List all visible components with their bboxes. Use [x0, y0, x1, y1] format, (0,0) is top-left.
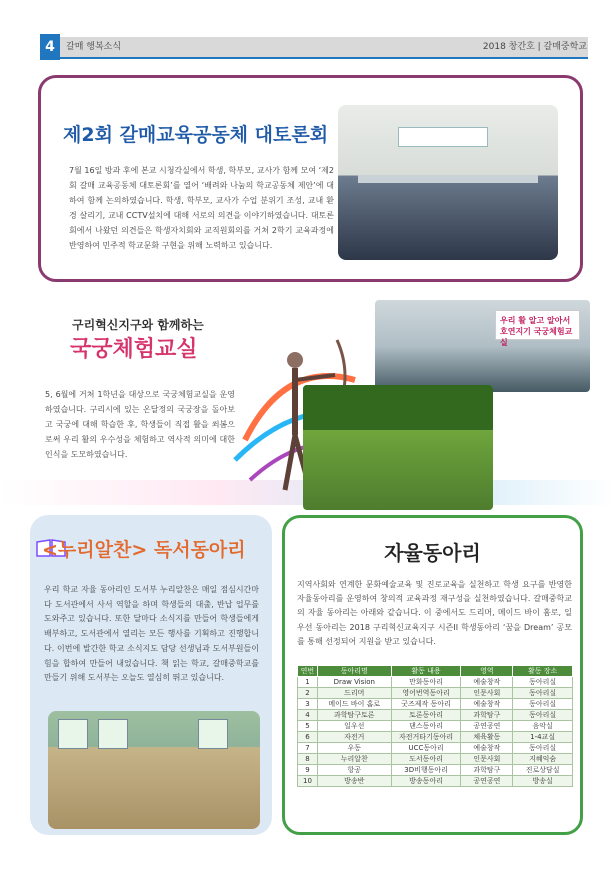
- archery-title: 국궁체험교실: [70, 337, 198, 362]
- table-cell: 10: [298, 776, 318, 787]
- reading-photo: [48, 711, 260, 829]
- table-cell: 방송동아리: [391, 776, 461, 787]
- photo-window: [198, 719, 228, 749]
- table-cell: 굿즈제작 동아리: [391, 699, 461, 710]
- table-row: [298, 688, 573, 699]
- table-cell: Draw Vision: [317, 677, 391, 688]
- table-cell: 항공: [317, 765, 391, 776]
- photo-window: [98, 719, 128, 749]
- photo-window: [58, 719, 88, 749]
- table-row: [298, 776, 573, 787]
- table-cell: 도서동아리: [391, 754, 461, 765]
- table-cell: 일우선: [317, 721, 391, 732]
- table-row: [298, 710, 573, 721]
- table-cell: 과학탐구토론: [317, 710, 391, 721]
- table-cell: 8: [298, 754, 318, 765]
- table-cell: 우동: [317, 743, 391, 754]
- table-cell: 9: [298, 765, 318, 776]
- photo-tables: [358, 175, 538, 183]
- table-cell: 누리알찬: [317, 754, 391, 765]
- table-cell: 동아리실: [513, 677, 573, 688]
- table-cell: 동아리실: [513, 688, 573, 699]
- clubs-title: 자율동아리: [384, 541, 481, 565]
- table-row: [298, 765, 573, 776]
- table-cell: 동아리실: [513, 699, 573, 710]
- archery-body: 5, 6월에 거쳐 1학년을 대상으로 국궁체험교실을 운영하였습니다. 구리시에 있는 온달정의 국궁장을 돌아보고 국궁에 대해 학습한 후, 학생들이 직접 활을 쐬봄으로써 우리 활의 우수성을 체험하고 역사적 의미에 대한 인식을 도모하였습니다.: [45, 390, 235, 459]
- table-cell: 4: [298, 710, 318, 721]
- table-header-cell: 활동 장소: [513, 666, 573, 677]
- table-cell: 음악실: [513, 721, 573, 732]
- table-row: [298, 754, 573, 765]
- table-cell: 5: [298, 721, 318, 732]
- photo-banner: [398, 127, 488, 147]
- table-cell: 영어번역동아리: [391, 688, 461, 699]
- table-row: [298, 743, 573, 754]
- table-cell: 자전거타기동아리: [391, 732, 461, 743]
- table-cell: 1: [298, 677, 318, 688]
- table-cell: 드리머: [317, 688, 391, 699]
- table-cell: 자전거: [317, 732, 391, 743]
- debate-body: 7월 16일 방과 후에 본교 시청각실에서 학생, 학부모, 교사가 함께 모여 ‘제2회 갈매 교육공동체 대토론회’를 열어 ‘배려와 나눔의 학교공동체 제안’에 대하여 함께 논의하였습니다. 학생, 학부모, 교사가 수업 분위기 조성, 교내 환경 살리기, 교내 CCTV설치에 대해 서로의 의견을 이야기하였습니다. 대토론회에서 나왔던 의견들은 학생자치회와 교직원회의를 거쳐 2학기 교육과정에 반영하여 민주적 학교문화 구현을 위해 노력하고 있습니다.: [69, 166, 334, 250]
- table-header-cell: 활동 내용: [391, 666, 461, 677]
- table-cell: 지혜익숨: [513, 754, 573, 765]
- table-cell: 방송반: [317, 776, 391, 787]
- table-cell: 예술창작: [461, 699, 513, 710]
- table-cell: 7: [298, 743, 318, 754]
- reading-body: 우리 학교 자율 동아리인 도서부 누리알찬은 매일 점심시간마다 도서관에서 사서 역할을 하며 학생들의 대출, 반납 업무를 도와주고 있습니다. 또한 달마다 소식지를 만들어 학생들에게 배부하고, 도서관에서 열리는 모든 행사를 기획하고 진행합니다. 이번에 발간한 학교 소식지도 담당 선생님과 도서부원들이 힘을 합하여 만들어 내었습니다. 책 읽는 학교, 갈매중학교를 만들기 위해 도서부는 오늘도 열심히 뛰고 있습니다.: [44, 585, 259, 683]
- table-cell: 과학탐구: [461, 710, 513, 721]
- table-cell: 2: [298, 688, 318, 699]
- table-cell: 동아리실: [513, 743, 573, 754]
- header-issue-title: 2018 창간호 | 갈매중학교: [482, 42, 587, 52]
- table-header-cell: 동아리명: [317, 666, 391, 677]
- table-cell: 인문사회: [461, 754, 513, 765]
- table-cell: 만화동아리: [391, 677, 461, 688]
- table-cell: 6: [298, 732, 318, 743]
- table-row: [298, 677, 573, 688]
- table-cell: UCC동아리: [391, 743, 461, 754]
- table-cell: 3: [298, 699, 318, 710]
- table-cell: 체육활동: [461, 732, 513, 743]
- table-cell: 1-4교실: [513, 732, 573, 743]
- table-cell: 공연공연: [461, 721, 513, 732]
- debate-title: 제2회 갈매교육공동체 대토론회: [63, 124, 329, 146]
- table-cell: 인문사회: [461, 688, 513, 699]
- table-header-cell: 영역: [461, 666, 513, 677]
- header-section-title: 갈매 행복소식: [66, 42, 122, 52]
- photo-trees: [303, 385, 493, 430]
- archery-subtitle: 구리혁신지구와 함께하는: [72, 318, 204, 332]
- table-cell: 방송실: [513, 776, 573, 787]
- table-cell: 메이드 바이 홈로: [317, 699, 391, 710]
- table-row: [298, 699, 573, 710]
- clubs-body: 지역사회와 연계한 문화예술교육 및 진로교육을 실천하고 학생 요구를 반영한 자율동아리를 운영하여 창의적 교육과정 재구성을 실천하였습니다. 갈매중학교의 자율 동아리는 아래와 같습니다. 이 중에서도 드리머, 메이드 바이 홈로, 일우선 동아리는 2018 구리혁신교육지구 시즌II 학생동아리 ‘꿈을 Dream’ 공모를 통해 선정되어 지원을 받고 있습니다.: [297, 580, 572, 646]
- clubs-table: [297, 665, 573, 787]
- debate-photo: [338, 105, 558, 260]
- table-cell: 3D비행동아리: [391, 765, 461, 776]
- table-cell: 공연공연: [461, 776, 513, 787]
- table-cell: 예술창작: [461, 677, 513, 688]
- archery-field-photo: [303, 385, 493, 510]
- table-cell: 동아리실: [513, 710, 573, 721]
- table-cell: 과학탐구: [461, 765, 513, 776]
- table-cell: 토론동아리: [391, 710, 461, 721]
- debate-section: [38, 75, 583, 282]
- table-cell: 댄스동아리: [391, 721, 461, 732]
- table-row: [298, 732, 573, 743]
- table-header-row: [298, 666, 573, 677]
- table-row: [298, 721, 573, 732]
- reading-title: <누리알찬> 독서동아리: [42, 539, 246, 561]
- archery-sign: 우리 활 알고 알아서 호연지기 국궁체험교실: [495, 310, 580, 340]
- archery-group-photo: [375, 300, 590, 392]
- table-header-cell: 연번: [298, 666, 318, 677]
- header-divider: [40, 57, 588, 59]
- table-cell: 진로상담실: [513, 765, 573, 776]
- table-cell: 예술창작: [461, 743, 513, 754]
- page-number: 4: [40, 34, 60, 60]
